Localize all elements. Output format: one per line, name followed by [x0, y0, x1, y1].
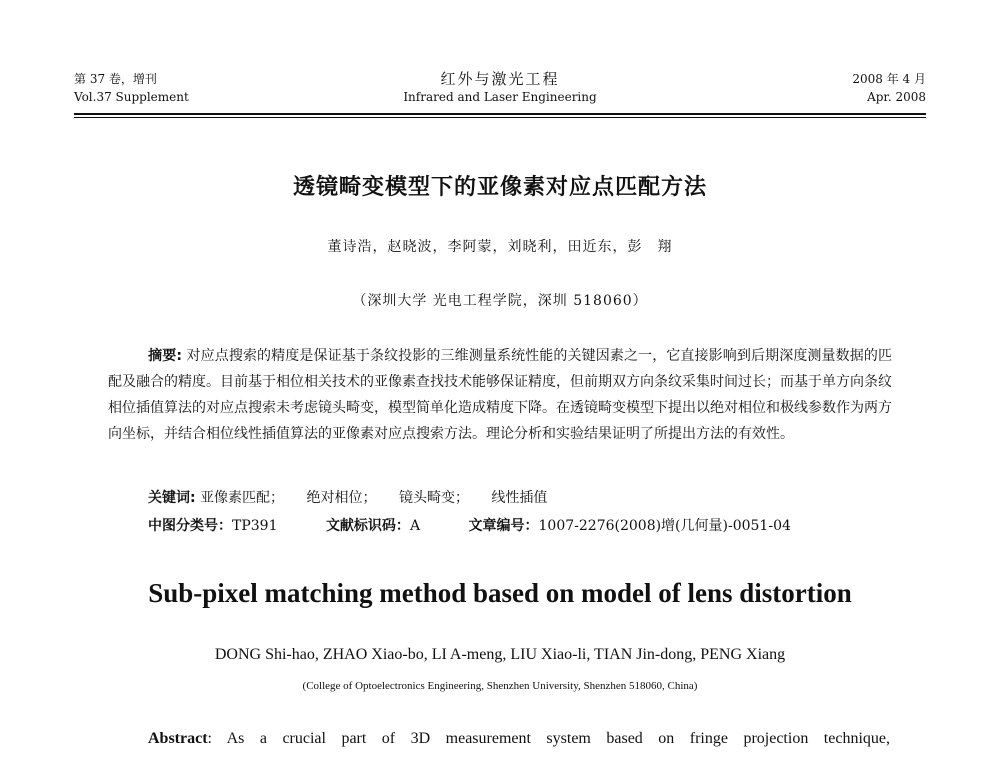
- authors-cn: 董诗浩，赵晓波，李阿蒙，刘晓利，田近东，彭 翔: [327, 239, 673, 255]
- header-date-cn: 2008 年 4 月: [852, 72, 926, 86]
- abstract-en-text: : As a crucial part of 3D measurement system based on fringe projection technique,: [207, 730, 890, 747]
- abstract-cn-label: 摘要:: [148, 348, 182, 364]
- affiliation-en: (College of Optoelectronics Engineering, Shenzhen University, Shenzhen 518060, China): [302, 680, 698, 692]
- classification-line: [148, 514, 791, 538]
- keyword-item: 绝对相位；: [306, 490, 377, 506]
- abstract-en: [148, 728, 890, 750]
- clc-value: TP391: [232, 518, 278, 534]
- header-journal: [74, 70, 926, 106]
- header-volume-cn: 第 37 卷，增刊: [74, 72, 157, 86]
- keyword-item: 镜头畸变；: [398, 490, 469, 506]
- header-date-en: Apr. 2008: [867, 90, 926, 104]
- article-no-label: 文章编号：: [468, 518, 539, 534]
- authors-en: DONG Shi-hao, ZHAO Xiao-bo, LI A-meng, LIU Xiao-li, TIAN Jin-dong, PENG Xiang: [214, 646, 786, 663]
- keywords-cn-label: 关键词:: [148, 490, 196, 506]
- keyword-item: 亚像素匹配；: [200, 490, 285, 506]
- header-volume-en: Vol.37 Supplement: [74, 90, 189, 104]
- keyword-item: 线性插值: [491, 490, 548, 506]
- abstract-cn-text: 对应点搜索的精度是保证基于条纹投影的三维测量系统性能的关键因素之一，它直接影响到后期深度测量数据的匹配及融合的精度。目前基于相位相关技术的亚像素查找技术能够保证精度，但前期双方向条纹采集时间过长；而基于单方向条纹相位插值算法的对应点搜索未考虑镜头畸变，模型简单化造成精度下降。在透镜畸变模型下提出以绝对相位和极线参数作为两方向坐标，并结合相位线性插值算法的亚像素对应点搜索方法。理论分析和实验结果证明了所提出方法的有效性。: [108, 348, 892, 442]
- paper-title-cn: 透镜畸变模型下的亚像素对应点匹配方法: [292, 175, 707, 200]
- doc-code-value: A: [409, 518, 421, 534]
- journal-header: [74, 70, 926, 114]
- journal-name-cn: 红外与激光工程: [440, 70, 560, 88]
- paper-title-en: Sub-pixel matching method based on model of lens distortion: [148, 578, 852, 608]
- header-date: [852, 70, 926, 106]
- header-rule-thick: [74, 113, 926, 115]
- keywords-cn: [148, 486, 547, 510]
- journal-name-en: Infrared and Laser Engineering: [403, 90, 597, 104]
- article-no-value: 1007-2276(2008)增(几何量)-0051-04: [538, 518, 791, 534]
- header-rule-thin: [74, 117, 926, 118]
- clc-label: 中图分类号：: [148, 518, 232, 534]
- doc-code-label: 文献标识码：: [325, 518, 410, 534]
- abstract-en-label: Abstract: [148, 730, 208, 747]
- affiliation-cn: （深圳大学 光电工程学院，深圳 518060）: [352, 293, 648, 309]
- abstract-cn: [108, 343, 892, 447]
